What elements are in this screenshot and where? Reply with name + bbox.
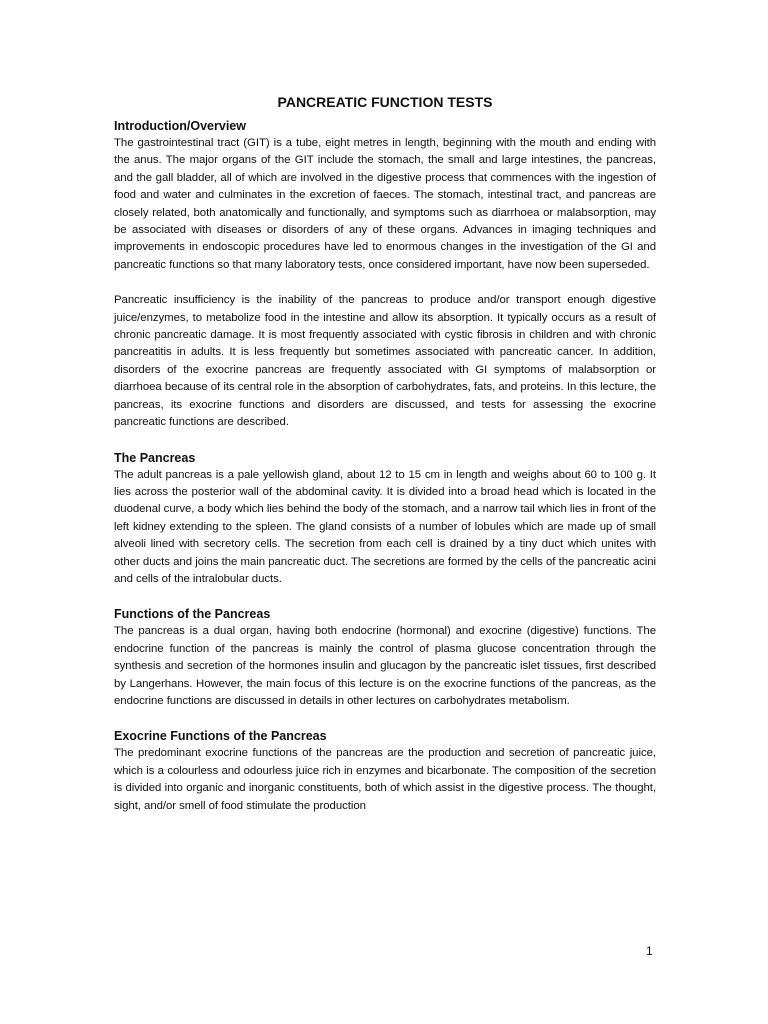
document-page bbox=[114, 93, 656, 815]
section-heading-introduction: Introduction/Overview bbox=[114, 119, 246, 133]
section-heading-the-pancreas: The Pancreas bbox=[114, 450, 196, 465]
paragraph-spacer bbox=[114, 274, 656, 292]
section-spacer bbox=[114, 432, 656, 450]
document-title: PANCREATIC FUNCTION TESTS bbox=[277, 94, 493, 110]
section-spacer bbox=[114, 588, 656, 606]
paragraph-functions: The pancreas is a dual organ, having both endocrine (hormonal) and exocrine (digestive) functions. The endocrine function of the pancreas is mainly the control of plasma glucose concentration through the synthesis and secretion of the hormones insulin and glucagon by the pancreatic islet tissues, first described by Langerhans. However, the main focus of this lecture is on the exocrine functions of the pancreas, as the endocrine functions are discussed in details in other lectures on carbohydrates metabolism. bbox=[114, 625, 656, 707]
section-heading-functions: Functions of the Pancreas bbox=[114, 607, 271, 622]
section-spacer bbox=[114, 710, 656, 728]
paragraph-exocrine-functions: The predominant exocrine functions of the pancreas are the production and secretion of pancreatic juice, which is a colourless and odourless juice rich in enzymes and bicarbonate. The composition of the secretion is divided into organic and inorganic constituents, both of which assist in the digestive process. The thought, sight, and/or smell of food stimulate the production bbox=[114, 747, 656, 812]
paragraph-the-pancreas: The adult pancreas is a pale yellowish gland, about 12 to 15 cm in length and weighs about 60 to 100 g. It lies across the posterior wall of the abdominal cavity. It is divided into a broad head which is located in the duodenal curve, a body which lies behind the body of the stomach, and a narrow tail which lies in front of the left kidney extending to the spleen. The gland consists of a number of lobules which are made up of small alveoli lined with secretory cells. The secretion from each cell is drained by a tiny duct which unites with other ducts and joins the main pancreatic duct. The secretions are formed by the cells of the pancreatic acini and cells of the intralobular ducts. bbox=[114, 468, 656, 585]
paragraph-introduction-2: Pancreatic insufficiency is the inability of the pancreas to produce and/or transport enough digestive juice/enzymes, to metabolize food in the intestine and allow its absorption. It typically occurs as a result of chronic pancreatic damage. It is most frequently associated with cystic fibrosis in children and with chronic pancreatitis in adults. It is less frequently but sometimes associated with pancreatic cancer. In addition, disorders of the exocrine pancreas are frequently associated with GI symptoms of malabsorption or diarrhoea because of its central role in the absorption of carbohydrates, fats, and proteins. In this lecture, the pancreas, its exocrine functions and disorders are discussed, and tests for assessing the exocrine pancreatic functions are described. bbox=[114, 294, 656, 429]
page-number: 1 bbox=[646, 944, 653, 958]
paragraph-introduction-1: The gastrointestinal tract (GIT) is a tube, eight metres in length, beginning with the mouth and ending with the anus. The major organs of the GIT include the stomach, the small and large intestines, the pancreas, and the gall bladder, all of which are involved in the digestive process that commences with the ingestion of food and water and culminates in the excretion of faeces. The stomach, intestinal tract, and pancreas are closely related, both anatomically and functionally, and symptoms such as diarrhoea or malabsorption, may be associated with diseases or disorders of any of these organs. Advances in imaging techniques and improvements in endoscopic procedures have led to enormous changes in the investigation of the GI and pancreatic functions so that many laboratory tests, once considered important, have now been superseded. bbox=[114, 137, 656, 271]
section-heading-exocrine-functions: Exocrine Functions of the Pancreas bbox=[114, 729, 327, 744]
